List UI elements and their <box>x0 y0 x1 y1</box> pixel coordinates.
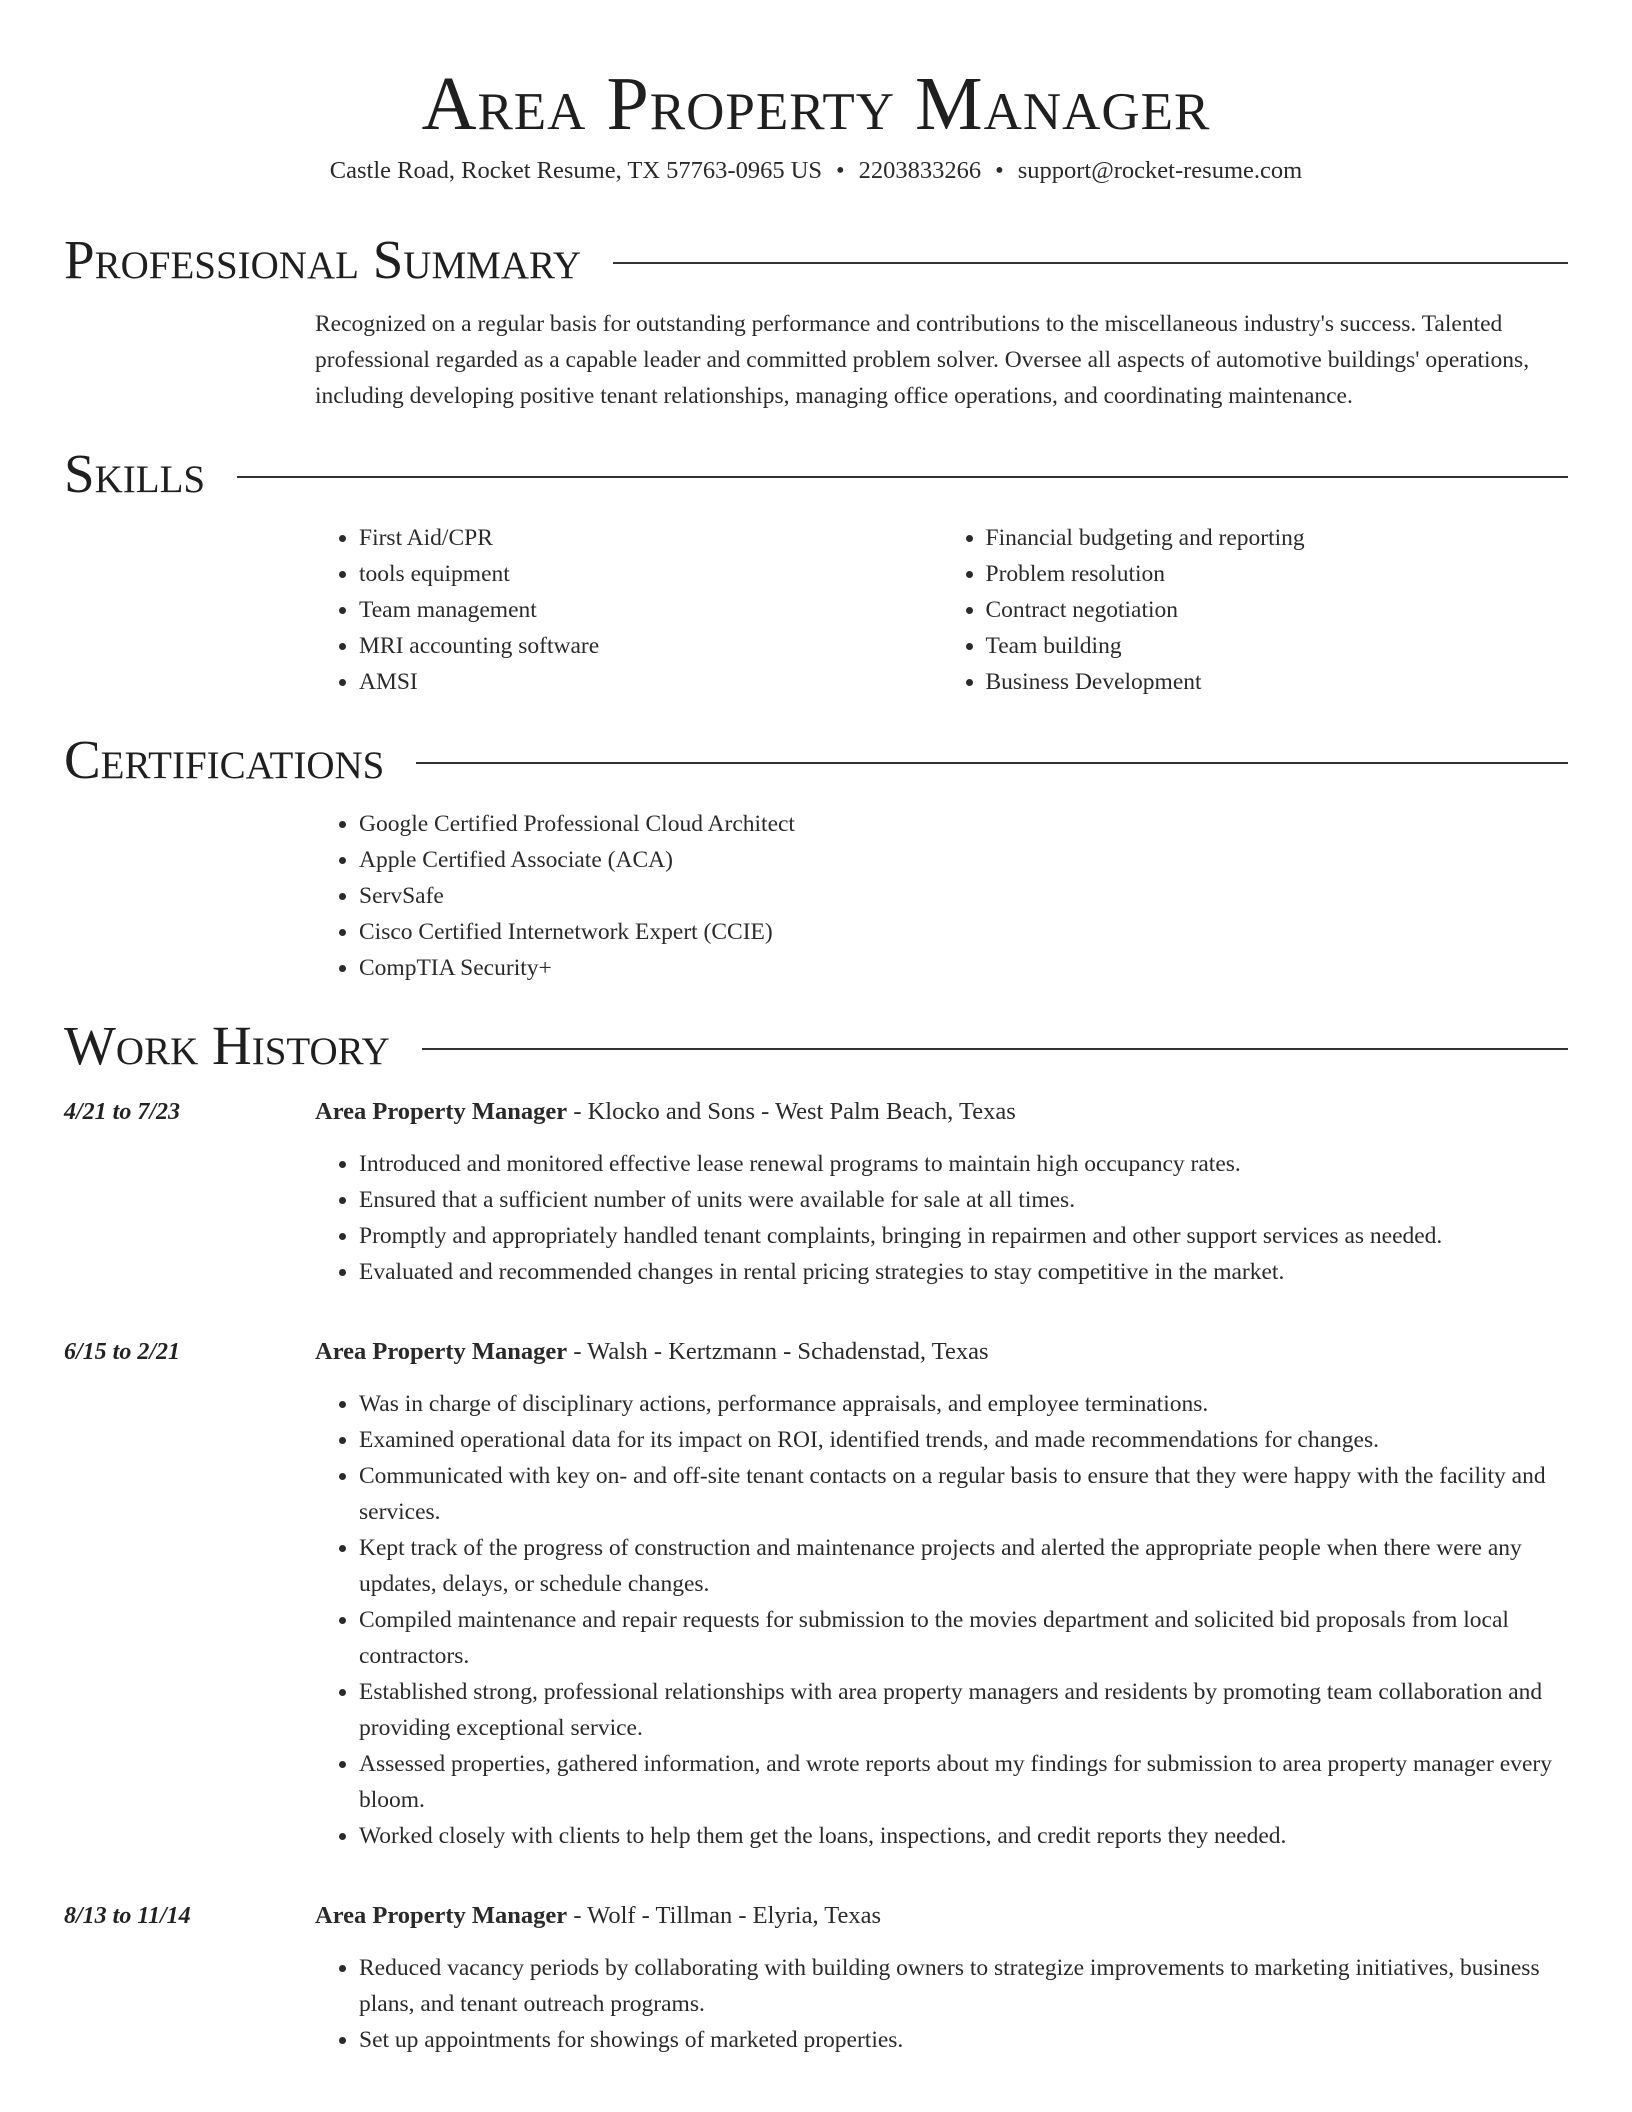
job-bullet: • Was in charge of disciplinary actions, performance appraisals, and employee terminations. <box>359 1386 1568 1422</box>
address: Castle Road, Rocket Resume, TX 57763-0965 US <box>329 157 823 184</box>
skills-grid <box>315 520 1568 700</box>
job-bullet: • Reduced vacancy periods by collaborating with building owners to strategize improvements to marketing initiatives, business plans, and tenant outreach programs. <box>359 1950 1568 2022</box>
section-divider <box>416 762 1568 764</box>
skills-section <box>315 520 1568 700</box>
job-employer-location: - Wolf - Tillman - Elyria, Texas <box>567 1902 882 1929</box>
job-title-line <box>315 1898 1568 1934</box>
resume-page <box>64 0 1568 2058</box>
skill-item: • Team management <box>359 592 942 628</box>
skill-item: • Problem resolution <box>986 556 1569 592</box>
summary-heading: Professional Summary <box>64 229 582 290</box>
job-employer-location: - Klocko and Sons - West Palm Beach, Texas <box>567 1098 1016 1125</box>
job-body <box>315 1094 1568 1316</box>
skill-item: • Team building <box>986 628 1569 664</box>
email-address: support@rocket-resume.com <box>1017 157 1303 184</box>
certifications-list <box>315 806 1568 986</box>
job-entry <box>64 1334 1568 1880</box>
certification-item: • CompTIA Security+ <box>359 950 1568 986</box>
job-dates: 6/15 to 2/21 <box>64 1339 181 1365</box>
skill-item: • Business Development <box>986 664 1569 700</box>
certifications-section-header <box>64 728 1568 792</box>
contact-line <box>64 154 1568 188</box>
skill-item: • First Aid/CPR <box>359 520 942 556</box>
skills-heading: Skills <box>64 443 206 504</box>
job-role: Area Property Manager <box>315 1902 568 1929</box>
certification-item: • Cisco Certified Internetwork Expert (CCIE) <box>359 914 1568 950</box>
summary-section-header <box>64 228 1568 292</box>
job-body <box>315 1898 1568 2058</box>
job-bullet: • Assessed properties, gathered information, and wrote reports about my findings for submission to area property manager every bloom. <box>359 1746 1568 1818</box>
job-bullet: • Established strong, professional relationships with area property managers and residents by promoting team collaboration and providing exceptional service. <box>359 1674 1568 1746</box>
skill-item: • MRI accounting software <box>359 628 942 664</box>
job-bullets <box>315 1386 1568 1854</box>
phone-number: 2203833266 <box>858 157 982 184</box>
job-bullet: • Communicated with key on- and off-site tenant contacts on a regular basis to ensure that they were happy with the facility and services. <box>359 1458 1568 1530</box>
job-title-line <box>315 1094 1568 1130</box>
job-bullets <box>315 1950 1568 2058</box>
job-role: Area Property Manager <box>315 1338 568 1365</box>
job-bullet: • Compiled maintenance and repair requests for submission to the movies department and solicited bid proposals from local contractors. <box>359 1602 1568 1674</box>
job-entry <box>64 1094 1568 1316</box>
job-title-line <box>315 1334 1568 1370</box>
skill-item: • tools equipment <box>359 556 942 592</box>
job-bullet: • Worked closely with clients to help them get the loans, inspections, and credit reports they needed. <box>359 1818 1568 1854</box>
job-dates: 8/13 to 11/14 <box>64 1903 191 1929</box>
work-history-section-header <box>64 1014 1568 1078</box>
page-title: Area Property Manager <box>421 62 1211 146</box>
job-body <box>315 1334 1568 1880</box>
section-divider <box>422 1048 1568 1050</box>
separator-dot: • <box>995 157 1004 184</box>
summary-section <box>315 306 1568 414</box>
certification-item: • ServSafe <box>359 878 1568 914</box>
job-bullet: • Evaluated and recommended changes in rental pricing strategies to stay competitive in the market. <box>359 1254 1568 1290</box>
job-employer-location: - Walsh - Kertzmann - Schadenstad, Texas <box>567 1338 989 1365</box>
job-bullet: • Introduced and monitored effective lease renewal programs to maintain high occupancy rates. <box>359 1146 1568 1182</box>
skills-section-header <box>64 442 1568 506</box>
job-role: Area Property Manager <box>315 1098 568 1125</box>
job-bullet: • Promptly and appropriately handled tenant complaints, bringing in repairmen and other support services as needed. <box>359 1218 1568 1254</box>
job-bullet: • Examined operational data for its impact on ROI, identified trends, and made recommendations for changes. <box>359 1422 1568 1458</box>
skill-item: • Contract negotiation <box>986 592 1569 628</box>
job-bullet: • Set up appointments for showings of marketed properties. <box>359 2022 1568 2058</box>
certification-item: • Google Certified Professional Cloud Architect <box>359 806 1568 842</box>
section-divider <box>613 262 1568 264</box>
summary-text: Recognized on a regular basis for outstanding performance and contributions to the miscellaneous industry's success. Talented professional regarded as a capable leader and committed problem solver. Oversee all aspects of automotive buildings' operations, including developing positive tenant relationships, managing office operations, and coordinating maintenance. <box>315 311 1530 409</box>
job-dates: 4/21 to 7/23 <box>64 1099 181 1125</box>
certification-item: • Apple Certified Associate (ACA) <box>359 842 1568 878</box>
skill-item: • AMSI <box>359 664 942 700</box>
job-entry <box>64 1898 1568 2058</box>
skills-list-right <box>942 520 1569 700</box>
certifications-section <box>315 806 1568 986</box>
job-bullets <box>315 1146 1568 1290</box>
work-history-heading: Work History <box>64 1015 390 1076</box>
certifications-heading: Certifications <box>64 729 385 790</box>
skills-list-left <box>315 520 942 700</box>
job-bullet: • Kept track of the progress of construction and maintenance projects and alerted the appropriate people when there were any updates, delays, or schedule changes. <box>359 1530 1568 1602</box>
separator-dot: • <box>836 157 845 184</box>
section-divider <box>237 476 1568 478</box>
skill-item: • Financial budgeting and reporting <box>986 520 1569 556</box>
job-bullet: • Ensured that a sufficient number of units were available for sale at all times. <box>359 1182 1568 1218</box>
